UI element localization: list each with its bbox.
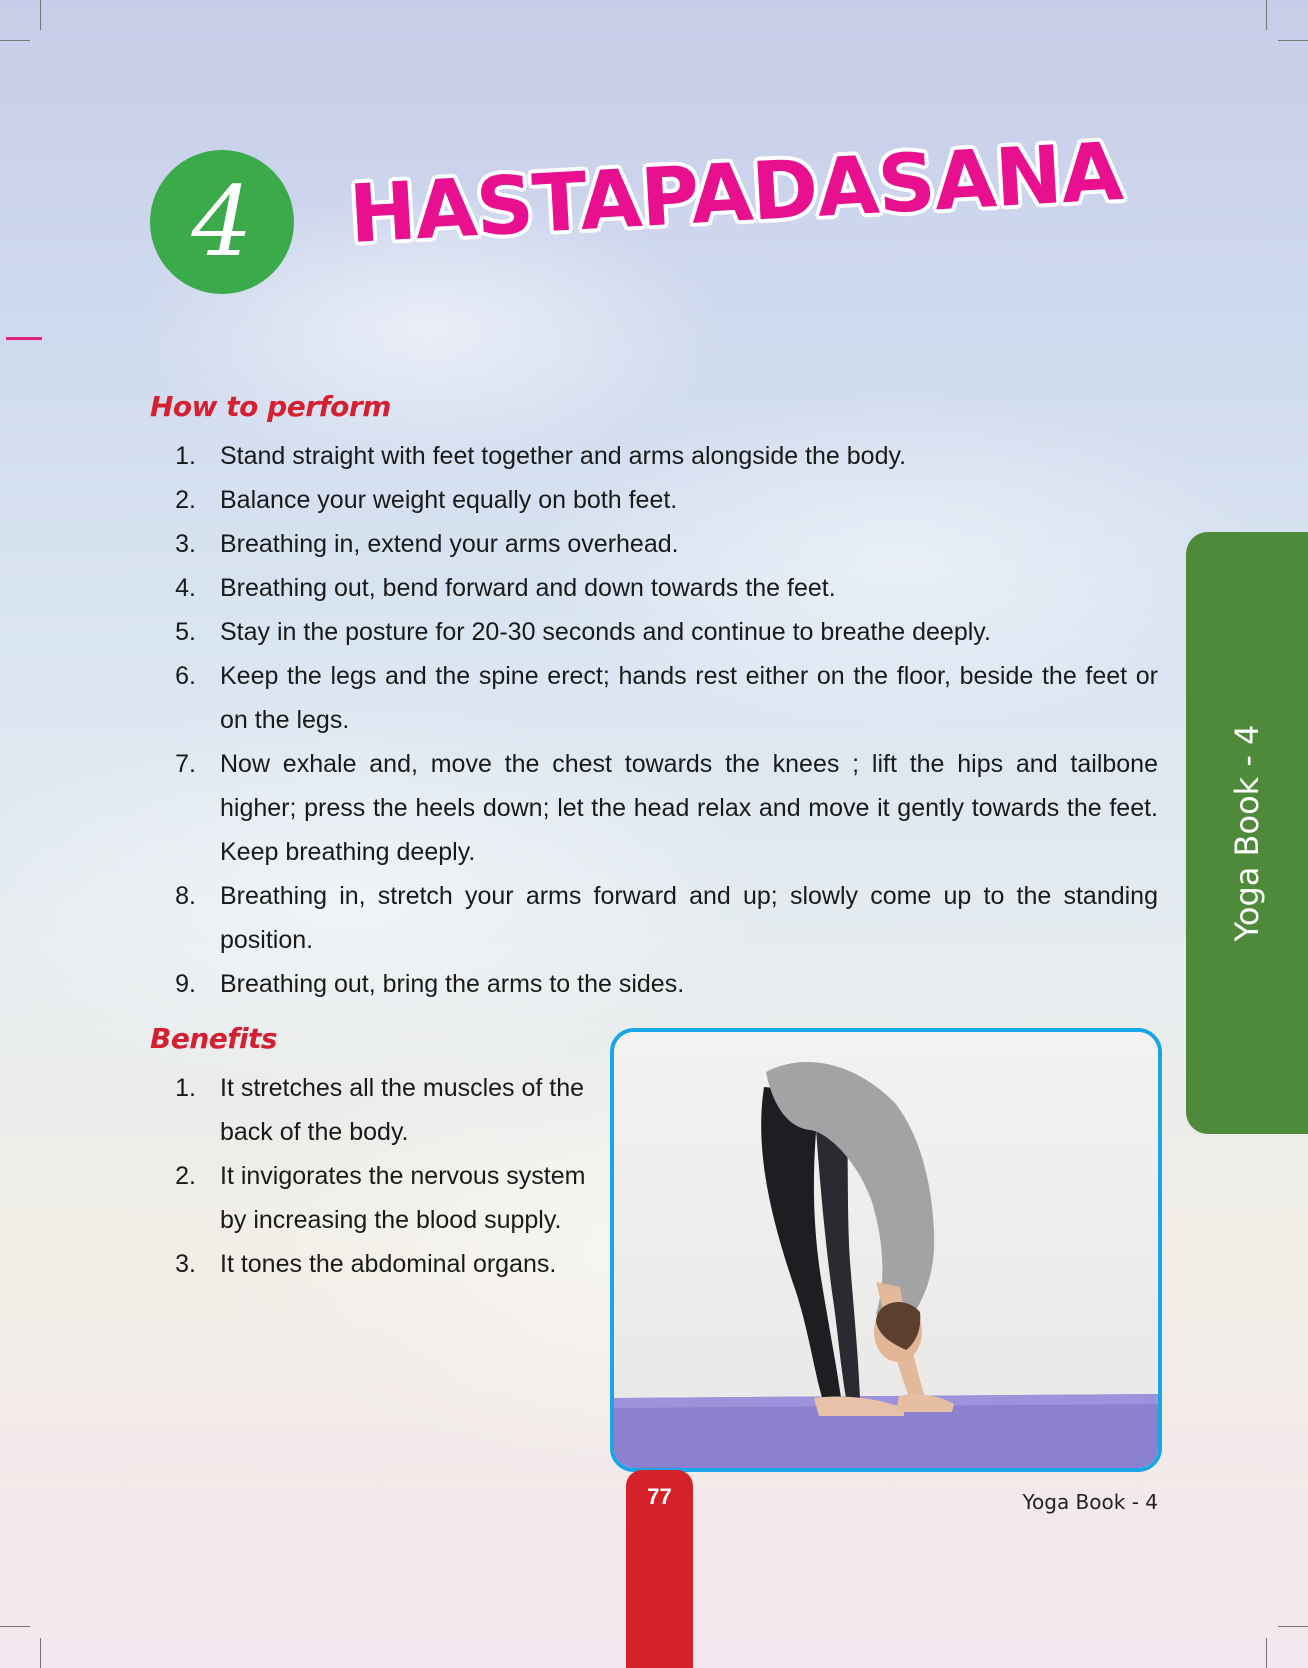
step-number: 6. bbox=[175, 662, 196, 690]
list-item bbox=[150, 962, 1158, 1006]
benefit-text: It invigorates the nervous system by increasing the blood supply. bbox=[220, 1162, 586, 1234]
benefits-list bbox=[150, 1066, 590, 1286]
list-item bbox=[150, 1154, 590, 1242]
list-item bbox=[150, 742, 1158, 874]
step-number: 5. bbox=[175, 618, 196, 646]
list-item bbox=[150, 1242, 590, 1286]
step-text: Breathing in, extend your arms overhead. bbox=[220, 530, 679, 558]
crop-mark bbox=[0, 1626, 30, 1627]
step-text: Breathing out, bring the arms to the sides. bbox=[220, 970, 685, 998]
side-tab-label: Yoga Book - 4 bbox=[1228, 724, 1266, 942]
list-item bbox=[150, 478, 1158, 522]
hastapadasana-pose-illustration bbox=[614, 1032, 1158, 1468]
margin-marker bbox=[6, 337, 42, 340]
step-text: Stand straight with feet together and arms alongside the body. bbox=[220, 442, 907, 470]
step-number: 1. bbox=[175, 442, 196, 470]
crop-mark bbox=[1278, 40, 1308, 41]
list-item bbox=[150, 654, 1158, 742]
step-text: Now exhale and, move the chest towards the knees ; lift the hips and tailbone higher; press the heels down; let the head relax and move it gently towards the feet. Keep breathing deeply. bbox=[220, 750, 1158, 866]
step-number: 4. bbox=[175, 574, 196, 602]
crop-mark bbox=[1266, 0, 1267, 30]
pose-photo bbox=[610, 1028, 1162, 1472]
step-number: 9. bbox=[175, 970, 196, 998]
benefit-text: It tones the abdominal organs. bbox=[220, 1250, 557, 1278]
list-item bbox=[150, 522, 1158, 566]
how-to-perform-heading: How to perform bbox=[150, 390, 391, 423]
crop-mark bbox=[40, 1638, 41, 1668]
crop-mark bbox=[0, 40, 30, 41]
list-item bbox=[150, 610, 1158, 654]
step-number: 8. bbox=[175, 882, 196, 910]
chapter-number: 4 bbox=[191, 166, 253, 278]
benefit-number: 3. bbox=[175, 1250, 196, 1278]
crop-mark bbox=[40, 0, 41, 30]
step-text: Breathing in, stretch your arms forward and up; slowly come up to the standing position. bbox=[220, 882, 1158, 954]
benefit-number: 1. bbox=[175, 1074, 196, 1102]
crop-mark bbox=[1278, 1626, 1308, 1627]
crop-mark bbox=[1266, 1638, 1267, 1668]
side-tab bbox=[1186, 532, 1308, 1134]
how-to-perform-list bbox=[150, 434, 1158, 1006]
chapter-title: HASTAPADASANA bbox=[346, 124, 1125, 262]
list-item bbox=[150, 1066, 590, 1154]
page-number-tab bbox=[626, 1470, 693, 1668]
step-text: Keep the legs and the spine erect; hands rest either on the floor, beside the feet or on the legs. bbox=[220, 662, 1158, 734]
footer-book-title: Yoga Book - 4 bbox=[1022, 1490, 1158, 1514]
list-item bbox=[150, 566, 1158, 610]
step-number: 7. bbox=[175, 750, 196, 778]
step-text: Balance your weight equally on both feet. bbox=[220, 486, 678, 514]
benefit-number: 2. bbox=[175, 1162, 196, 1190]
benefit-text: It stretches all the muscles of the back of the body. bbox=[220, 1074, 585, 1146]
step-number: 2. bbox=[175, 486, 196, 514]
step-text: Breathing out, bend forward and down towards the feet. bbox=[220, 574, 836, 602]
list-item bbox=[150, 874, 1158, 962]
step-number: 3. bbox=[175, 530, 196, 558]
chapter-number-badge bbox=[150, 150, 294, 294]
benefits-heading: Benefits bbox=[150, 1022, 278, 1055]
list-item bbox=[150, 434, 1158, 478]
step-text: Stay in the posture for 20-30 seconds and continue to breathe deeply. bbox=[220, 618, 991, 646]
page-number: 77 bbox=[647, 1484, 672, 1509]
